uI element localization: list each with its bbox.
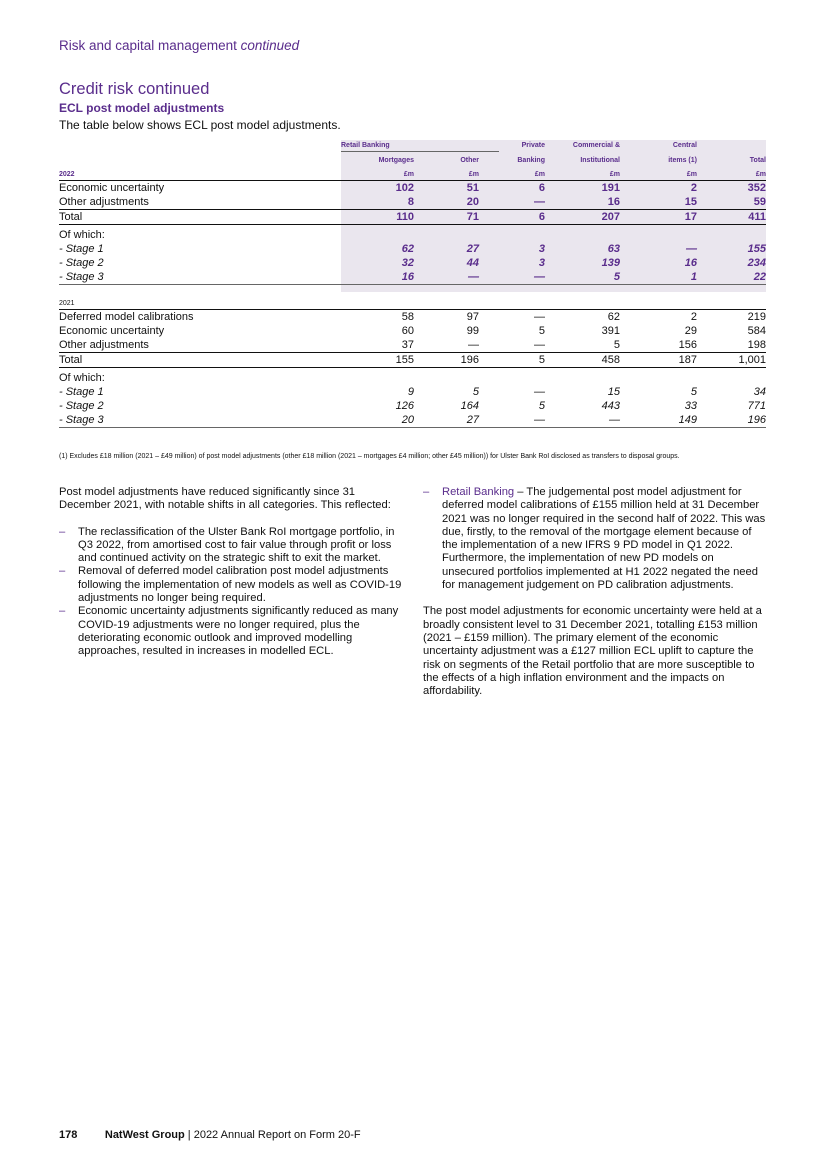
cell-commercial: 139 xyxy=(601,257,620,269)
total-row xyxy=(59,353,766,367)
cell-total: 234 xyxy=(747,257,766,269)
intro-text: The table below shows ECL post model adjustments. xyxy=(59,118,341,132)
cell-central: 156 xyxy=(678,339,697,351)
stage-row xyxy=(59,385,766,399)
row-label: - Stage 1 xyxy=(59,243,104,255)
cell-private: 3 xyxy=(538,243,545,255)
cell-commercial: 458 xyxy=(601,354,620,366)
cell-commercial: 391 xyxy=(601,325,620,337)
cell-total: 59 xyxy=(753,196,766,208)
year-label: 2022 xyxy=(59,171,75,178)
left-column xyxy=(59,486,403,659)
cell-other: 196 xyxy=(460,354,479,366)
cell-central: 15 xyxy=(684,196,697,208)
col-header-commercial: Institutional xyxy=(580,157,620,164)
cell-private: 3 xyxy=(538,257,545,269)
cell-total: 198 xyxy=(747,339,766,351)
year-label: 2021 xyxy=(59,300,75,307)
cell-other: 20 xyxy=(466,196,479,208)
cell-total: 219 xyxy=(747,311,766,323)
header-row-0 xyxy=(59,140,766,151)
col-header-mortgages: Mortgages xyxy=(378,157,414,164)
cell-total: 1,001 xyxy=(738,354,766,366)
cell-commercial: 16 xyxy=(607,196,620,208)
cell-commercial: 5 xyxy=(613,339,620,351)
stage-row xyxy=(59,399,766,413)
cell-central: — xyxy=(686,243,697,255)
cell-private: — xyxy=(534,311,545,323)
cell-commercial: 63 xyxy=(607,243,620,255)
table-footnote: (1) Excludes £18 million (2021 – £49 million) of post model adjustments (other £18 million (2021 – mortgages £4 million; other £45 million)) for Ulster Bank RoI disclosed as transfers to disposal groups. xyxy=(59,453,680,460)
table-row xyxy=(59,195,766,209)
cell-other: 5 xyxy=(472,386,479,398)
row-label: Deferred model calibrations xyxy=(59,311,194,323)
cell-commercial: 207 xyxy=(601,211,620,223)
section-name: Risk and capital management xyxy=(59,38,237,53)
row-label: - Stage 2 xyxy=(59,400,104,412)
cell-private: — xyxy=(534,414,545,426)
footer-text: | 2022 Annual Report on Form 20-F xyxy=(184,1129,361,1141)
cell-other: 71 xyxy=(466,211,479,223)
col-unit-total: £m xyxy=(755,171,766,178)
cell-mortgages: 102 xyxy=(395,182,414,194)
cell-central: 5 xyxy=(690,386,697,398)
cell-commercial: 5 xyxy=(613,271,620,283)
cell-other: 164 xyxy=(460,400,479,412)
cell-mortgages: 9 xyxy=(407,386,414,398)
cell-commercial: — xyxy=(609,414,620,426)
cell-mortgages: 32 xyxy=(401,257,414,269)
cell-central: 187 xyxy=(678,354,697,366)
cell-other: 51 xyxy=(466,182,479,194)
stage-row xyxy=(59,270,766,284)
table-row xyxy=(59,181,766,195)
cell-total: 196 xyxy=(747,414,766,426)
rule xyxy=(59,284,766,285)
col-unit-mortgages: £m xyxy=(403,171,414,178)
table-row xyxy=(59,338,766,352)
cell-private: — xyxy=(534,271,545,283)
cell-total: 411 xyxy=(748,211,766,223)
cell-private: 6 xyxy=(538,211,545,223)
cell-total: 155 xyxy=(747,243,766,255)
header-row-1 xyxy=(59,155,766,166)
cell-private: 6 xyxy=(538,182,545,194)
row-label: Of which: xyxy=(59,372,105,384)
cell-mortgages: 16 xyxy=(401,271,414,283)
cell-commercial: 191 xyxy=(601,182,620,194)
col-header-central: Central xyxy=(672,142,697,149)
stage-row xyxy=(59,242,766,256)
cell-central: 2 xyxy=(690,182,697,194)
col-header-commercial: Commercial & xyxy=(572,142,620,149)
table-row xyxy=(59,310,766,324)
cell-other: — xyxy=(468,271,479,283)
rule xyxy=(59,224,766,225)
section-header xyxy=(59,38,299,53)
cell-other: 27 xyxy=(466,414,479,426)
row-label: Other adjustments xyxy=(59,339,149,351)
cell-central: 17 xyxy=(684,211,697,223)
group-rule xyxy=(341,151,499,152)
cell-central: 16 xyxy=(684,257,697,269)
cell-mortgages: 20 xyxy=(401,414,414,426)
row-label: Economic uncertainty xyxy=(59,325,165,337)
cell-private: — xyxy=(534,196,545,208)
cell-total: 34 xyxy=(753,386,766,398)
cell-central: 2 xyxy=(690,311,697,323)
cell-other: 99 xyxy=(466,325,479,337)
cell-central: 149 xyxy=(678,414,697,426)
cell-private: 5 xyxy=(538,325,545,337)
table-subtitle: ECL post model adjustments xyxy=(59,101,225,115)
rule xyxy=(59,367,766,368)
cell-mortgages: 8 xyxy=(407,196,414,208)
right-bullet: – Retail Banking – The judgemental post model adjustment for deferred model calibrations of £155 million held at 31 December 2021 was no longer required in the second half of 2022. This was due, firstly, to the removal of the mortgage element because of the implementation of a new IFRS 9 PD model in Q1 2022. Furthermore, the implementation of new PD models on unsecured portfolios implemented at H1 2022 negated the need for management judgement on PD calibration adjustments. xyxy=(423,486,766,592)
row-label: - Stage 3 xyxy=(59,414,104,426)
header-row-2 xyxy=(59,169,766,180)
cell-other: 97 xyxy=(466,311,479,323)
col-header-private: Banking xyxy=(517,157,545,164)
col-unit-central: £m xyxy=(686,171,697,178)
stage-row xyxy=(59,413,766,427)
col-header-other: Other xyxy=(460,157,479,164)
cell-mortgages: 62 xyxy=(401,243,414,255)
group-header-retail: Retail Banking xyxy=(341,142,390,149)
row-label: Of which: xyxy=(59,229,105,241)
year-row xyxy=(59,299,766,309)
row-label: - Stage 1 xyxy=(59,386,104,398)
left-bullet: – Economic uncertainty adjustments significantly reduced as many COVID-19 adjustments were no longer required, plus the deteriorating economic outlook and improved modelling approaches, resulted in increases in modelled ECL. xyxy=(59,605,399,658)
row-label: Economic uncertainty xyxy=(59,182,165,194)
cell-private: — xyxy=(534,339,545,351)
cell-other: — xyxy=(468,339,479,351)
of-which-row xyxy=(59,371,766,385)
cell-total: 771 xyxy=(747,400,766,412)
cell-central: 33 xyxy=(684,400,697,412)
stage-row xyxy=(59,256,766,270)
cell-commercial: 62 xyxy=(607,311,620,323)
cell-other: 44 xyxy=(466,257,479,269)
total-row xyxy=(59,210,766,224)
cell-total: 352 xyxy=(747,182,766,194)
col-header-central: items (1) xyxy=(668,157,697,164)
footer-brand: NatWest Group xyxy=(104,1129,185,1141)
row-label: Total xyxy=(59,354,83,366)
cell-private: 5 xyxy=(538,400,545,412)
left-bullet: – Removal of deferred model calibration post model adjustments following the implementation of new models as well as COVID-19 adjustments no longer being required. xyxy=(59,565,402,605)
left-para: Post model adjustments have reduced significantly since 31 December 2021, with notable shifts in all categories. This reflected: xyxy=(59,486,391,512)
cell-other: 27 xyxy=(466,243,479,255)
of-which-row xyxy=(59,228,766,242)
page-title: Credit risk continued xyxy=(59,80,210,98)
cell-mortgages: 58 xyxy=(401,311,414,323)
cell-commercial: 15 xyxy=(607,386,620,398)
col-unit-other: £m xyxy=(468,171,479,178)
page-number: 178 xyxy=(59,1129,78,1141)
cell-total: 22 xyxy=(753,271,766,283)
cell-mortgages: 126 xyxy=(395,400,414,412)
col-header-private: Private xyxy=(521,142,545,149)
cell-total: 584 xyxy=(747,325,766,337)
cell-central: 1 xyxy=(690,271,697,283)
right-column xyxy=(423,486,767,711)
row-label: Other adjustments xyxy=(59,196,149,208)
cell-central: 29 xyxy=(684,325,697,337)
col-unit-commercial: £m xyxy=(609,171,620,178)
page-footer xyxy=(59,1129,361,1141)
rule xyxy=(59,427,766,428)
row-label: - Stage 3 xyxy=(59,271,104,283)
right-para: The post model adjustments for economic uncertainty were held at a broadly consistent level to 31 December 2021, totalling £153 million (2021 – £159 million). The primary element of the economic uncertainty adjustment was a £127 million ECL uplift to capture the risk on segments of the Retail portfolio that are more susceptible to the effects of a high inflation environment and the impacts on affordability. xyxy=(423,605,762,698)
retail-banking-lead: Retail Banking xyxy=(442,486,515,498)
row-label: - Stage 2 xyxy=(59,257,104,269)
table-row xyxy=(59,324,766,338)
row-label: Total xyxy=(59,211,83,223)
cell-commercial: 443 xyxy=(601,400,620,412)
col-unit-private: £m xyxy=(534,171,545,178)
section-continued: continued xyxy=(240,38,300,53)
cell-private: — xyxy=(534,386,545,398)
cell-mortgages: 60 xyxy=(401,325,414,337)
left-bullet: – The reclassification of the Ulster Bank RoI mortgage portfolio, in Q3 2022, from amortised cost to fair value through profit or loss and continued activity on the strategic shift to exit the market. xyxy=(59,525,395,565)
cell-mortgages: 37 xyxy=(401,339,414,351)
col-header-total: Total xyxy=(749,157,766,164)
cell-mortgages: 155 xyxy=(395,354,414,366)
ecl-pma-table xyxy=(59,140,766,428)
cell-mortgages: 110 xyxy=(396,211,414,223)
cell-private: 5 xyxy=(538,354,545,366)
